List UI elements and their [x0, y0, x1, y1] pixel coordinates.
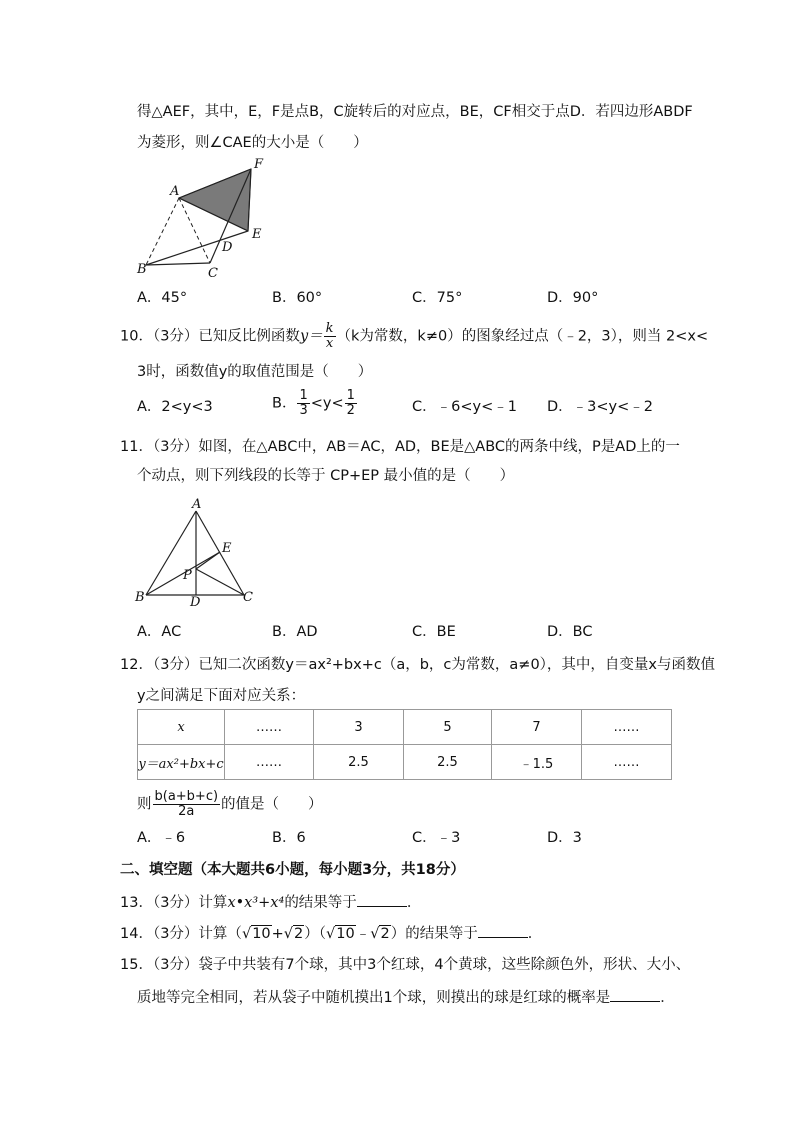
radicand: 2 [294, 926, 304, 942]
q12-frac-num: b(a+b+c) [154, 789, 219, 804]
frac-num: 1 [299, 388, 308, 403]
q12-options [137, 828, 697, 848]
q12-fraction [153, 790, 221, 819]
table-cell: …… [582, 710, 672, 745]
q12-then-line [137, 790, 323, 819]
q13 [120, 892, 421, 913]
q10-suffix: （k为常数，k≠0）的图象经过点（﹣2，3），则当 2<x< [336, 328, 709, 345]
q9-line1: 得△AEF，其中，E，F是点B，C旋转后的对应点，BE，CF相交于点D．若四边形ABDF [137, 104, 693, 120]
frac-den: 2 [346, 403, 355, 418]
q10-option-d[interactable]: D．﹣3<y<﹣2 [547, 399, 653, 415]
table-cell: y＝ax²+bx+c [138, 745, 225, 780]
q10-option-a[interactable]: A．2<y<3 [137, 399, 213, 415]
label-P: P [183, 568, 192, 583]
q9-option-d[interactable]: D．90° [547, 290, 599, 306]
q10-option-b-frac1 [297, 389, 309, 418]
q13-expression: x•x³+x⁴ [227, 895, 285, 911]
shaded-triangle-AEF [179, 169, 251, 231]
q9-figure [130, 155, 280, 283]
q13-answer-blank[interactable] [357, 892, 407, 907]
q10-y-equals: y＝ [299, 328, 323, 345]
table-cell: …… [225, 745, 314, 780]
q10-frac-den: x [325, 336, 334, 351]
q14-minus: ﹣ [355, 926, 371, 942]
q14-end: ． [527, 926, 543, 942]
q14-plus: + [271, 926, 284, 942]
table-cell: 3 [314, 710, 404, 745]
q10-option-c[interactable]: C．﹣6<y<﹣1 [412, 399, 517, 415]
label-D: D [190, 595, 201, 610]
q11-figure [130, 495, 265, 610]
q12-option-b[interactable]: B．6 [272, 830, 306, 846]
q12-frac-den: 2a [178, 804, 195, 819]
table-cell: 2.5 [314, 745, 404, 780]
q10-line2: 3时，函数值y的取值范围是（ ） [137, 364, 373, 380]
label-B: B [135, 590, 145, 605]
q13-prefix: 13．（3分）计算 [120, 895, 228, 911]
q12-line1: 12．（3分）已知二次函数y＝ax²+bx+c（a，b，c为常数，a≠0），其中，自变量x与函数值 [120, 657, 715, 673]
radicand: 10 [252, 926, 271, 942]
sqrt-1: √10 [241, 926, 271, 942]
q10-option-b-frac2 [345, 389, 357, 418]
q11-option-a[interactable]: A．AC [137, 624, 182, 640]
q15-line2 [137, 987, 675, 1008]
radicand: 10 [336, 926, 355, 942]
q9-option-a[interactable]: A．45° [137, 290, 188, 306]
q15-end: ． [660, 990, 675, 1006]
q11-option-d[interactable]: D．BC [547, 624, 593, 640]
q13-end: ． [406, 895, 422, 911]
q12-value-table [137, 709, 672, 780]
label-C: C [208, 266, 218, 281]
q10-line1 [120, 322, 708, 351]
q11-line1: 11．（3分）如图，在△ABC中，AB＝AC，AD，BE是△ABC的两条中线，P是AD上的一 [120, 439, 680, 455]
table-row [138, 710, 672, 745]
q15-answer-blank[interactable] [610, 987, 660, 1002]
table-cell: 5 [404, 710, 492, 745]
table-cell: x [138, 710, 225, 745]
label-D: D [222, 240, 233, 255]
q11-line2: 个动点，则下列线段的长等于 CP+EP 最小值的是（ ） [137, 468, 515, 484]
q9-option-c[interactable]: C．75° [412, 290, 463, 306]
q11-option-c[interactable]: C．BE [412, 624, 456, 640]
table-cell: …… [582, 745, 672, 780]
q10-fraction [324, 322, 336, 351]
label-C: C [243, 590, 253, 605]
sqrt-4: √2 [370, 926, 390, 942]
label-F: F [254, 157, 264, 172]
q14-answer-blank[interactable] [478, 923, 528, 938]
sqrt-2: √2 [283, 926, 304, 942]
q12-then-prefix: 则 [137, 796, 152, 813]
q12-then-suffix: 的值是（ ） [221, 796, 323, 813]
q13-suffix: 的结果等于 [284, 895, 357, 911]
section-2-heading: 二、填空题（本大题共6小题，每小题3分，共18分） [120, 862, 465, 878]
q9-line2: 为菱形，则∠CAE的大小是（ ） [137, 135, 368, 151]
table-cell: 7 [492, 710, 582, 745]
q15-line2-text: 质地等完全相同，若从袋子中随机摸出1个球，则摸出的球是红球的概率是 [137, 990, 611, 1006]
q10-frac-num: k [325, 321, 334, 336]
sqrt-3: √10 [326, 926, 355, 942]
q12-option-a[interactable]: A．﹣6 [137, 830, 186, 846]
q10-option-b-mid: <y< [310, 395, 344, 412]
q14-mid: ）（ [304, 926, 327, 942]
table-cell: 2.5 [404, 745, 492, 780]
label-E: E [252, 227, 262, 242]
q9-options [137, 288, 697, 308]
q10-option-b[interactable] [272, 389, 358, 418]
q12-line2: y之间满足下面对应关系： [137, 688, 306, 704]
q9-option-b[interactable]: B．60° [272, 290, 323, 306]
q11-options [137, 622, 697, 642]
table-row [138, 745, 672, 780]
q10-prefix: 10．（3分）已知反比例函数 [120, 328, 300, 345]
q10-options [137, 388, 697, 418]
frac-num: 1 [346, 388, 355, 403]
label-A: A [192, 497, 202, 512]
table-cell: …… [225, 710, 314, 745]
frac-den: 3 [299, 403, 308, 418]
q15-line1: 15．（3分）袋子中共装有7个球，其中3个红球，4个黄球，这些除颜色外，形状、大小、 [120, 957, 691, 973]
table-cell: ﹣1.5 [492, 745, 582, 780]
label-A: A [170, 184, 180, 199]
q14-close: ）的结果等于 [390, 926, 478, 942]
q14-prefix: 14．（3分）计算（ [120, 926, 242, 942]
q12-option-d[interactable]: D．3 [547, 830, 582, 846]
radicand: 2 [380, 926, 390, 942]
label-B: B [137, 262, 147, 277]
q10-option-b-label: B． [272, 395, 297, 412]
label-E: E [222, 541, 232, 556]
q14 [120, 923, 542, 944]
q12-option-c[interactable]: C．﹣3 [412, 830, 461, 846]
q11-option-b[interactable]: B．AD [272, 624, 318, 640]
